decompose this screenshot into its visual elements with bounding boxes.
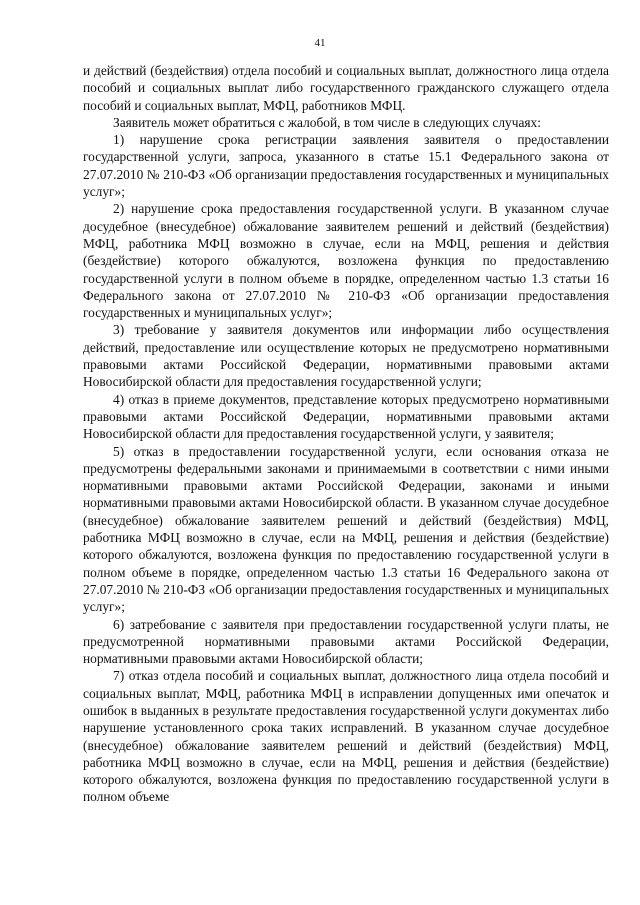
body-text	[83, 62, 609, 806]
paragraph-item-4: 4) отказ в приеме документов, представление которых предусмотрено нормативными правовыми актами Российской Федерации, нормативными правовыми актами Новосибирской области для предоставления государственной услуги, у заявителя;	[83, 391, 609, 442]
paragraph-item-6: 6) затребование с заявителя при предоставлении государственной услуги платы, не предусмотренной нормативными правовыми актами Российской Федерации, нормативными правовыми актами Новосибирской области;	[83, 616, 609, 667]
paragraph-intro: Заявитель может обратиться с жалобой, в том числе в следующих случаях:	[113, 114, 541, 130]
page-number: 41	[314, 37, 326, 49]
paragraph-item-7: 7) отказ отдела пособий и социальных выплат, должностного лица отдела пособий и социальных выплат, МФЦ, работника МФЦ в исправлении допущенных ими опечаток и ошибок в выданных в результате предоставления государственной услуги документах либо нарушение установленного срока таких исправлений. В указанном случае досудебное (внесудебное) обжалование заявителем решений и действий (бездействия) МФЦ, работника МФЦ возможно в случае, если на МФЦ, решения и действия (бездействие) которого обжалуются, возложена функция по предоставлению государственной услуги в полном объеме	[83, 668, 609, 805]
paragraph-item-5: 5) отказ в предоставлении государственной услуги, если основания отказа не предусмотрены федеральными законами и принимаемыми в соответствии с ними иными нормативными правовыми актами Российской Федерации, законами и иными нормативными правовыми актами Новосибирской области. В указанном случае досудебное (внесудебное) обжалование заявителем решений и действий (бездействия) МФЦ, работника МФЦ возможно в случае, если на МФЦ, решения и действия (бездействие) которого обжалуются, возложена функция по предоставлению государственной услуги в полном объеме в порядке, определенном частью 1.3 статьи 16 Федерального закона от 27.07.2010 № 210-ФЗ «Об организации предоставления государственных и муниципальных услуг»;	[83, 443, 609, 615]
paragraph-continuation: и действий (бездействия) отдела пособий и социальных выплат, должностного лица отдела пособий и социальных выплат либо государственного гражданского служащего отдела пособий и социальных выплат, МФЦ, работников МФЦ.	[83, 63, 609, 113]
paragraph-item-1: 1) нарушение срока регистрации заявления заявителя о предоставлении государственной услуги, запроса, указанного в статье 15.1 Федерального закона от 27.07.2010 № 210-ФЗ «Об организации предоставления государственных и муниципальных услуг»;	[83, 132, 609, 200]
paragraph-item-2: 2) нарушение срока предоставления государственной услуги. В указанном случае досудебное (внесудебное) обжалование заявителем решений и действий (бездействия) МФЦ, работника МФЦ возможно в случае, если на МФЦ, решения и действия (бездействие) которого обжалуются, возложена функция по предоставлению государственной услуги в полном объеме в порядке, определенном частью 1.3 статьи 16 Федерального закона от 27.07.2010 № 210-ФЗ «Об организации предоставления государственных и муниципальных услуг»;	[83, 201, 609, 321]
paragraph-item-3: 3) требование у заявителя документов или информации либо осуществления действий, предоставление или осуществление которых не предусмотрено нормативными правовыми актами Российской Федерации, нормативными правовыми актами Новосибирской области для предоставления государственной услуги;	[83, 322, 609, 390]
